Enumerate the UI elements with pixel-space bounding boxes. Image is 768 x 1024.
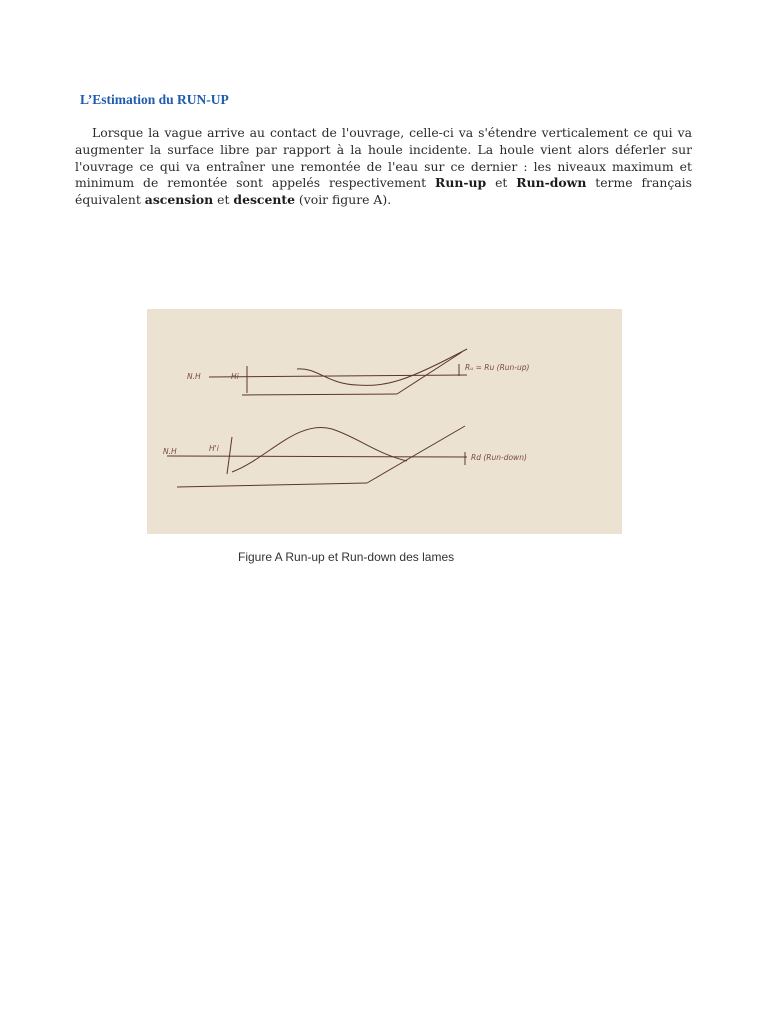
top-slope-line bbox=[397, 352, 462, 394]
bottom-slope-line bbox=[367, 426, 465, 483]
body-paragraph bbox=[75, 125, 692, 209]
term-ascension: ascension bbox=[144, 192, 214, 208]
figure-run-up-photo bbox=[147, 309, 622, 534]
paragraph-text-1: Lorsque la vague arrive au contact de l'ouvrage, celle-ci va s'étendre verticalement ce qui va augmenter la surface libre par rapport à la houle incidente. La houle vient alors déferler sur l'ouvrage ce qui va entraîner une remontée de l'eau sur ce dernier : les niveaux maximum et minimum de remontée sont appelés respectivement bbox=[75, 125, 692, 191]
paragraph-conjunction-2: et bbox=[213, 192, 234, 208]
term-run-up: Run-up bbox=[435, 175, 487, 191]
top-hi-label: Hi bbox=[231, 372, 239, 381]
term-run-down: Run-down bbox=[516, 175, 587, 191]
top-ru-label: Rᵤ = Ru (Run-up) bbox=[465, 363, 530, 372]
bottom-rd-label: Rd (Run-down) bbox=[471, 453, 527, 462]
paragraph-text-2: terme français équivalent bbox=[75, 175, 692, 208]
section-heading: L’Estimation du RUN-UP bbox=[80, 92, 229, 107]
paragraph-text-3: (voir figure A). bbox=[294, 192, 392, 208]
top-bottom-line bbox=[242, 394, 397, 395]
hand-drawn-sketch bbox=[147, 309, 622, 534]
bottom-nh-label: N.H bbox=[163, 447, 177, 456]
paragraph-conjunction-1: et bbox=[486, 175, 517, 191]
bottom-hi-arrow bbox=[227, 437, 232, 474]
figure-caption: Figure A Run-up et Run-down des lames bbox=[238, 550, 455, 564]
bottom-bottom-line bbox=[177, 483, 367, 487]
bottom-hi-label: H'i bbox=[209, 444, 219, 453]
bottom-wave-profile bbox=[232, 427, 407, 472]
top-nh-label: N.H bbox=[187, 372, 201, 381]
term-descente: descente bbox=[233, 192, 295, 208]
top-water-level-line bbox=[209, 375, 467, 377]
bottom-water-level-line bbox=[167, 456, 467, 457]
top-wave-profile bbox=[297, 349, 467, 385]
